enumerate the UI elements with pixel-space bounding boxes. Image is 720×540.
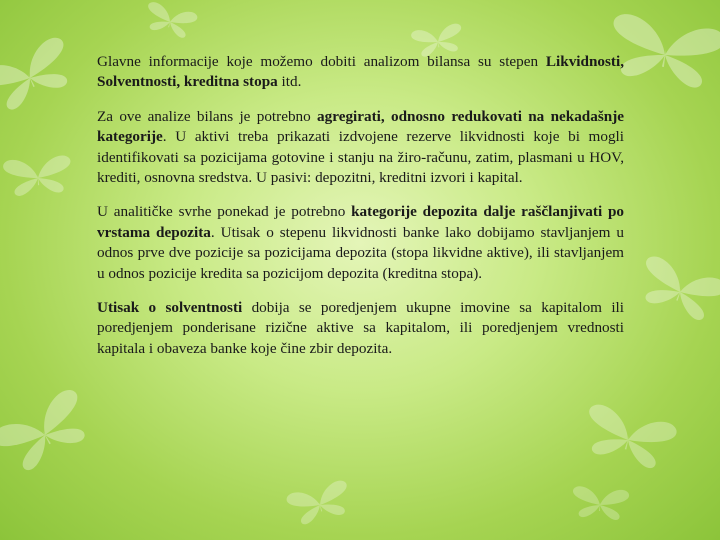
paragraph: [97, 202, 624, 284]
butterfly-icon: [3, 155, 73, 197]
butterfly-icon: [0, 34, 80, 116]
text-content: [97, 52, 624, 373]
text-run: Za ove analize bilans je potrebno: [97, 107, 318, 125]
butterfly-icon: [579, 402, 679, 472]
text-run: dobija se poredjenjem ukupne imovine sa kapitalom ili poredjenjem ponderisane rizične aktive sa kapitalom, ili poredjenjem vrednosti kapitala i obaveza banke koje čine zbir depozita.: [97, 299, 624, 357]
text-run-bold: agregirati, odnosno redukovati na nekadašnje kategorije: [97, 107, 625, 146]
butterfly-icon: [0, 386, 98, 479]
butterfly-icon: [285, 479, 353, 527]
paragraph: [97, 52, 624, 93]
text-run-bold: Likvidnosti, Solventnosti, kreditna stopa: [97, 53, 624, 91]
text-run-bold: kategorije depozita dalje raščlanjivati po vrstama depozita: [97, 203, 624, 241]
text-run: . Utisak o stepenu likvidnosti banke lako dobijamo stavljanjem u odnos prve dve pozicije sa pozicijama depozita (stopa likvidne aktive), ili stavljanjem u odnos pozicije kredita sa pozicijom depozita (kreditna stopa).: [97, 223, 624, 282]
text-run: U analitičke svrhe ponekad je potrebno: [97, 203, 352, 221]
text-run-bold: Utisak o solventnosti: [97, 299, 243, 317]
text-run: . U aktivi treba prikazati izdvojene rezerve likvidnosti koje bi mogli identifikovati sa pozicijama gotovine i stanju na žiro-računu, zatim, plasmani u HOV, krediti, osnovna sredstva. U pasivi: depozitni, kreditni izvori i kapital.: [97, 128, 624, 187]
paragraph: [97, 107, 624, 189]
text-run: itd.: [277, 73, 302, 91]
butterfly-icon: [142, 1, 198, 41]
paragraph: [97, 298, 624, 359]
butterfly-icon: [571, 486, 630, 521]
text-run: Glavne informacije koje možemo dobiti analizom bilansa su stepen: [97, 53, 546, 70]
butterfly-icon: [633, 254, 720, 326]
